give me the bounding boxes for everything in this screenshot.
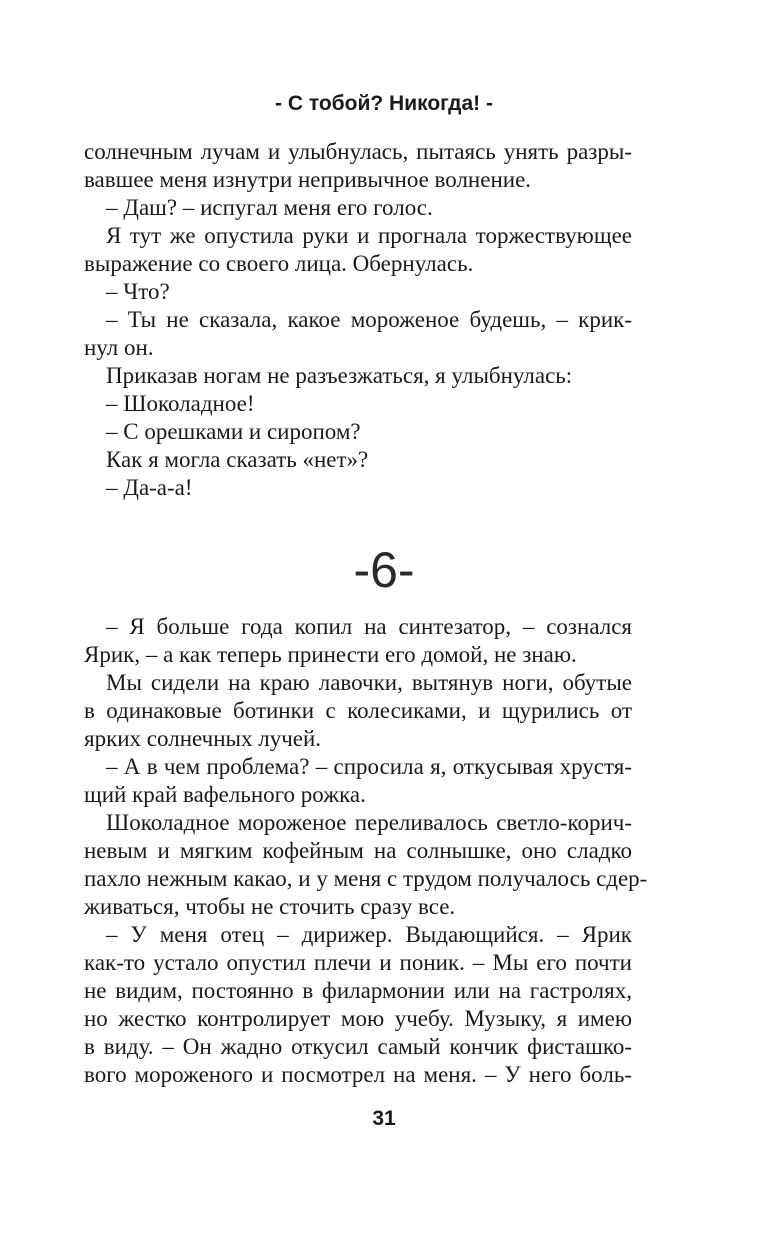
text-line: живаться, чтобы не сточить сразу все. [84, 894, 456, 919]
text-line: – С орешками и сиропом? [106, 419, 361, 444]
chapter-heading: -6- [353, 542, 415, 598]
text-line: Я тут же опустила руки и прогнала торжествующее [106, 223, 632, 248]
text-line: Шоколадное мороженое переливалось светло-корич- [106, 810, 632, 835]
text-line: Ярик, – а как теперь принести его домой, не знаю. [84, 642, 577, 667]
text-line: – Шоколадное! [106, 391, 255, 416]
text-line: – Да-а-а! [106, 475, 193, 500]
text-line: солнечным лучам и улыбнулась, пытаясь унять разры- [84, 139, 632, 164]
text-line: выражение со своего лица. Обернулась. [84, 251, 474, 276]
text-line: в одинаковые ботинки с колесиками, и щурились от [84, 698, 632, 723]
text-line: Как я могла сказать «нет»? [106, 447, 369, 472]
text-line: невым и мягким кофейным на солнышке, оно сладко [84, 838, 632, 863]
text-line: ярких солнечных лучей. [84, 726, 322, 751]
running-header: - С тобой? Никогда! - [275, 92, 493, 115]
text-line: щий край вафельного рожка. [84, 782, 366, 807]
text-line: Мы сидели на краю лавочки, вытянув ноги, обутые [106, 670, 632, 695]
text-line: пахло нежным какао, и у меня с трудом получалось сдер- [84, 866, 648, 891]
text-line: Приказав ногам не разъезжаться, я улыбнулась: [106, 363, 573, 388]
text-line: – У меня отец – дирижер. Выдающийся. – Ярик [106, 922, 632, 947]
text-line: вавшее меня изнутри непривычное волнение. [84, 167, 532, 192]
text-block-before-chapter [84, 138, 632, 502]
text-line: вого мороженого и посмотрел на меня. – У него боль- [84, 1062, 632, 1087]
text-line: – Ты не сказала, какое мороженое будешь, – крик- [106, 307, 632, 332]
text-line: – Что? [106, 279, 170, 304]
text-line: не видим, постоянно в филармонии или на гастролях, [84, 978, 632, 1003]
text-line: – Даш? – испугал меня его голос. [106, 195, 433, 220]
text-line: в виду. – Он жадно откусил самый кончик фисташко- [84, 1034, 632, 1059]
text-line: – Я больше года копил на синтезатор, – сознался [106, 614, 632, 639]
text-line: но жестко контролирует мою учебу. Музыку, я имею [84, 1006, 632, 1031]
text-line: как-то устало опустил плечи и поник. – Мы его почти [84, 950, 632, 975]
text-line: нул он. [84, 335, 154, 360]
text-line: – А в чем проблема? – спросила я, откусывая хрустя- [106, 754, 632, 779]
page-number: 31 [372, 1107, 396, 1130]
text-block-chapter-body [84, 613, 648, 1089]
